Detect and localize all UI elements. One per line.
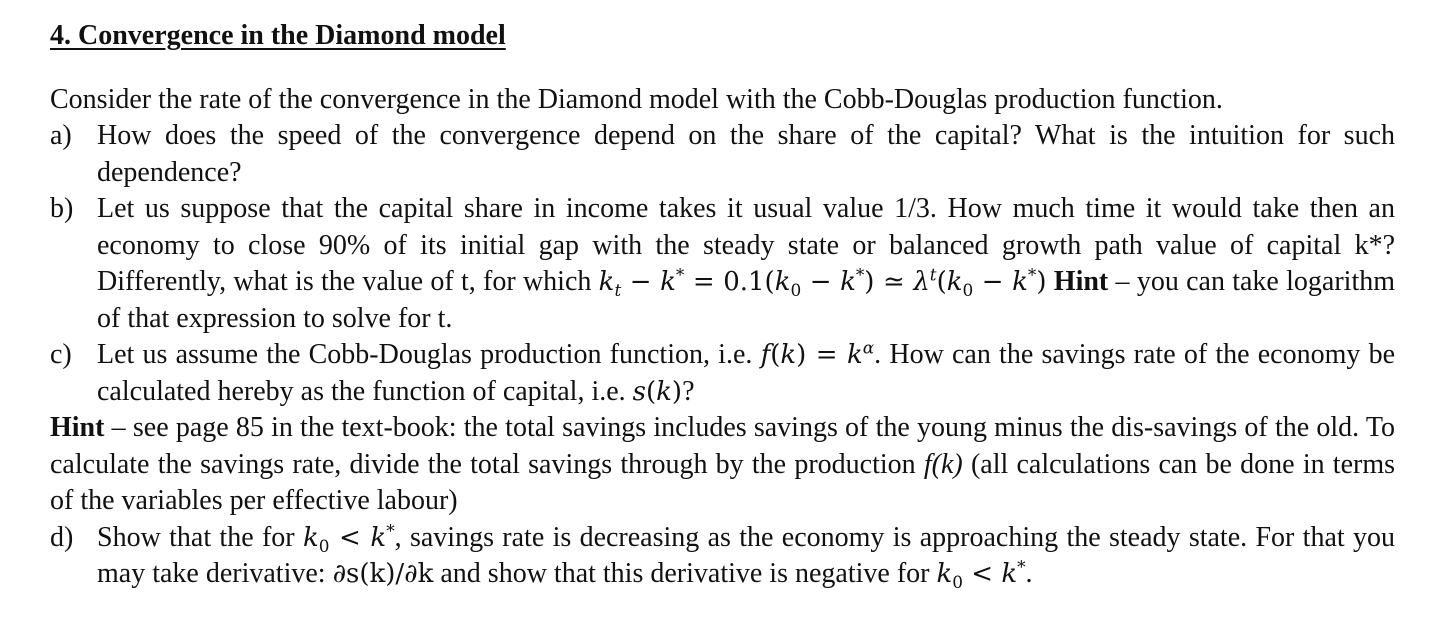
question-c-text-3: ? xyxy=(682,375,695,407)
equation-savings-rate: s(k) xyxy=(632,376,683,407)
equation-production: $f(k) = k^\alpha$ xyxy=(760,337,875,370)
question-c xyxy=(50,337,1395,410)
equation-gap: $k_t - k^* = 0.1(k_0 - k^*)$ ≃ $\lambda^t(k_0 - k^*)$ xyxy=(598,264,1047,301)
question-d-text-3: and show that this derivative is negative for xyxy=(440,558,930,589)
document xyxy=(50,16,1395,593)
question-b-hint-label: Hint xyxy=(1053,266,1109,297)
question-d xyxy=(50,520,1395,593)
question-a-marker: a) xyxy=(50,120,72,151)
hint-production-fk: f(k) xyxy=(923,448,963,480)
inequality-k0-1: $k_0 < k^*$ xyxy=(302,519,395,556)
question-a-text: How does the speed of the convergence depend on the share of the capital? What is the intuition for such dependence? xyxy=(97,120,1395,188)
hint-paragraph xyxy=(50,410,1395,520)
question-b-marker: b) xyxy=(50,193,74,224)
question-d-text-2: , savings rate is decreasing as the economy is approaching the steady state. For that you may take derivative: xyxy=(97,521,1395,589)
question-c-marker: c) xyxy=(50,339,72,370)
question-b xyxy=(50,191,1395,337)
question-c-text-2: . How can the savings rate of the economy be calculated hereby as the function of capital, i.e. xyxy=(97,339,1396,407)
question-b-text-1: Let us suppose that the capital share in income takes it usual value 1/3. How much time it would take then an economy to close 90% of its initial gap with the steady state or balanced growth path value of capital k*? Differently, what is the value of t, for which xyxy=(97,193,1395,297)
intro-paragraph: Consider the rate of the convergence in the Diamond model with the Cobb-Douglas production function. xyxy=(50,84,1223,115)
question-d-marker: d) xyxy=(50,521,74,553)
section-title: 4. Convergence in the Diamond model xyxy=(50,20,506,51)
hint-text-1: – see page 85 in the text-book: the total savings includes savings of the young minus the dis-savings of the old. To calculate the savings rate, divide the total savings through by the production xyxy=(50,412,1395,480)
question-d-text-4: . xyxy=(1025,558,1033,589)
hint-text-2: (all calculations can be done in terms of the variables per effective labour) xyxy=(50,448,1396,516)
question-a xyxy=(50,118,1395,191)
derivative-expression: ∂s(k)/∂k xyxy=(332,559,434,589)
hint-label: Hint xyxy=(50,412,105,443)
question-b-text-2: – you can take logarithm of that expression to solve for t. xyxy=(97,266,1396,334)
question-d-text-1: Show that the for xyxy=(97,521,295,553)
question-c-text-1: Let us assume the Cobb-Douglas production function, i.e. xyxy=(97,339,753,370)
inequality-k0-2: $k_0 < k^*$ xyxy=(936,556,1026,593)
